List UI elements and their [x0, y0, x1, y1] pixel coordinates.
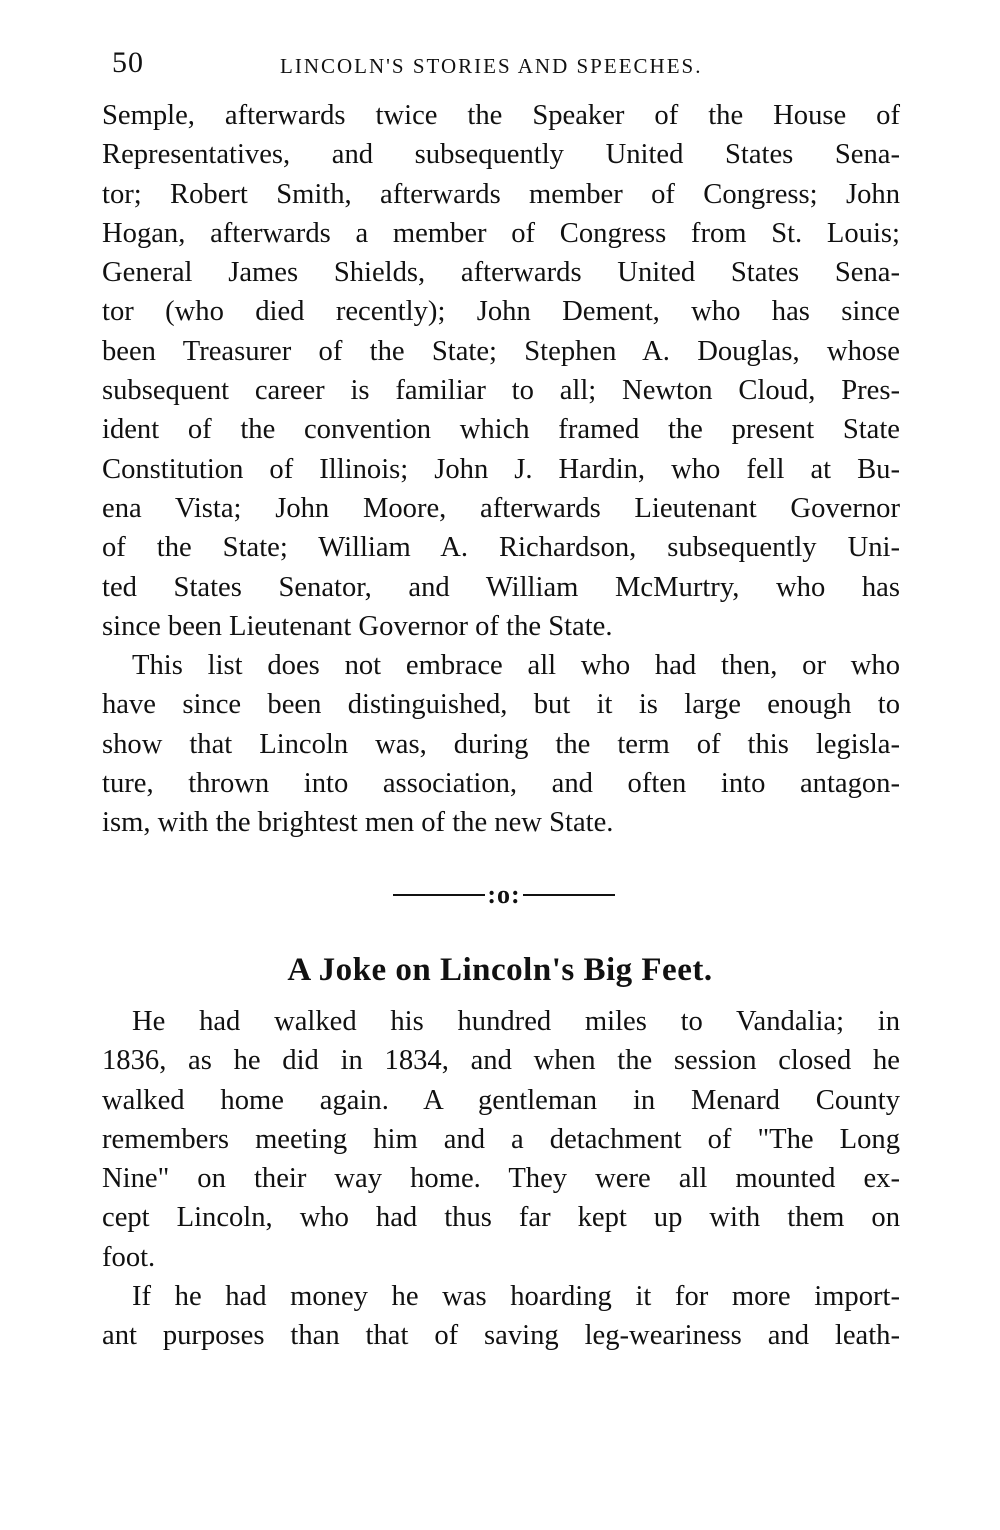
text-line: foot. [102, 1241, 156, 1273]
section-heading: A Joke on Lincoln's Big Feet. [287, 952, 713, 988]
page-number: 50 [112, 46, 144, 79]
text-line: walked home again. A gentleman in Menard County [102, 1084, 900, 1116]
text-line: Representatives, and subsequently United States Sena- [102, 139, 900, 171]
text-line: ted States Senator, and William McMurtry, who has [102, 571, 900, 603]
text-line: ism, with the brightest men of the new State. [102, 807, 614, 839]
body-text-upper [102, 96, 900, 843]
text-line: ant purposes than that of saving leg-weariness and leath- [102, 1320, 900, 1352]
text-line: subsequent career is familiar to all; Newton Cloud, Pres- [102, 375, 900, 407]
text-line: Hogan, afterwards a member of Congress from St. Louis; [102, 217, 900, 249]
text-line: tor (who died recently); John Dement, who has since [102, 296, 900, 328]
paragraph-walk-home [102, 1002, 900, 1277]
divider-rule-left [393, 894, 485, 896]
paragraph-summary [102, 646, 900, 842]
text-line: Constitution of Illinois; John J. Hardin, who fell at Bu- [102, 453, 900, 485]
running-title: LINCOLN'S STORIES AND SPEECHES. [280, 54, 703, 78]
text-line: General James Shields, afterwards United States Sena- [102, 257, 900, 289]
text-line: If he had money he was hoarding it for more import- [132, 1281, 900, 1313]
text-line: He had walked his hundred miles to Vandalia; in [132, 1006, 900, 1037]
paragraph-list-of-legislators [102, 96, 900, 646]
text-line: of the State; William A. Richardson, subsequently Uni- [102, 532, 900, 564]
text-line: tor; Robert Smith, afterwards member of Congress; John [102, 178, 900, 210]
divider-rule-right [523, 894, 615, 896]
text-line: ena Vista; John Moore, afterwards Lieutenant Governor [102, 492, 900, 524]
text-line: cept Lincoln, who had thus far kept up with them on [102, 1202, 900, 1234]
text-line: been Treasurer of the State; Stephen A. Douglas, whose [102, 335, 900, 367]
text-line: Semple, afterwards twice the Speaker of the House of [102, 100, 900, 131]
text-line: ident of the convention which framed the present State [102, 414, 900, 446]
text-line: show that Lincoln was, during the term of this legisla- [102, 728, 900, 760]
divider-mark: :o: [487, 880, 521, 910]
text-line: ture, thrown into association, and often into antagon- [102, 768, 900, 800]
text-line: have since been distinguished, but it is large enough to [102, 689, 900, 721]
text-line: remembers meeting him and a detachment of "The Long [102, 1123, 900, 1155]
text-line: 1836, as he did in 1834, and when the session closed he [102, 1045, 900, 1077]
text-line: Nine" on their way home. They were all mounted ex- [102, 1163, 900, 1195]
text-line: This list does not embrace all who had then, or who [132, 650, 900, 682]
text-line: since been Lieutenant Governor of the State. [102, 610, 613, 642]
section-divider [384, 873, 624, 913]
paragraph-money [102, 1277, 900, 1356]
body-text-lower [102, 1002, 900, 1356]
running-head [100, 46, 900, 86]
